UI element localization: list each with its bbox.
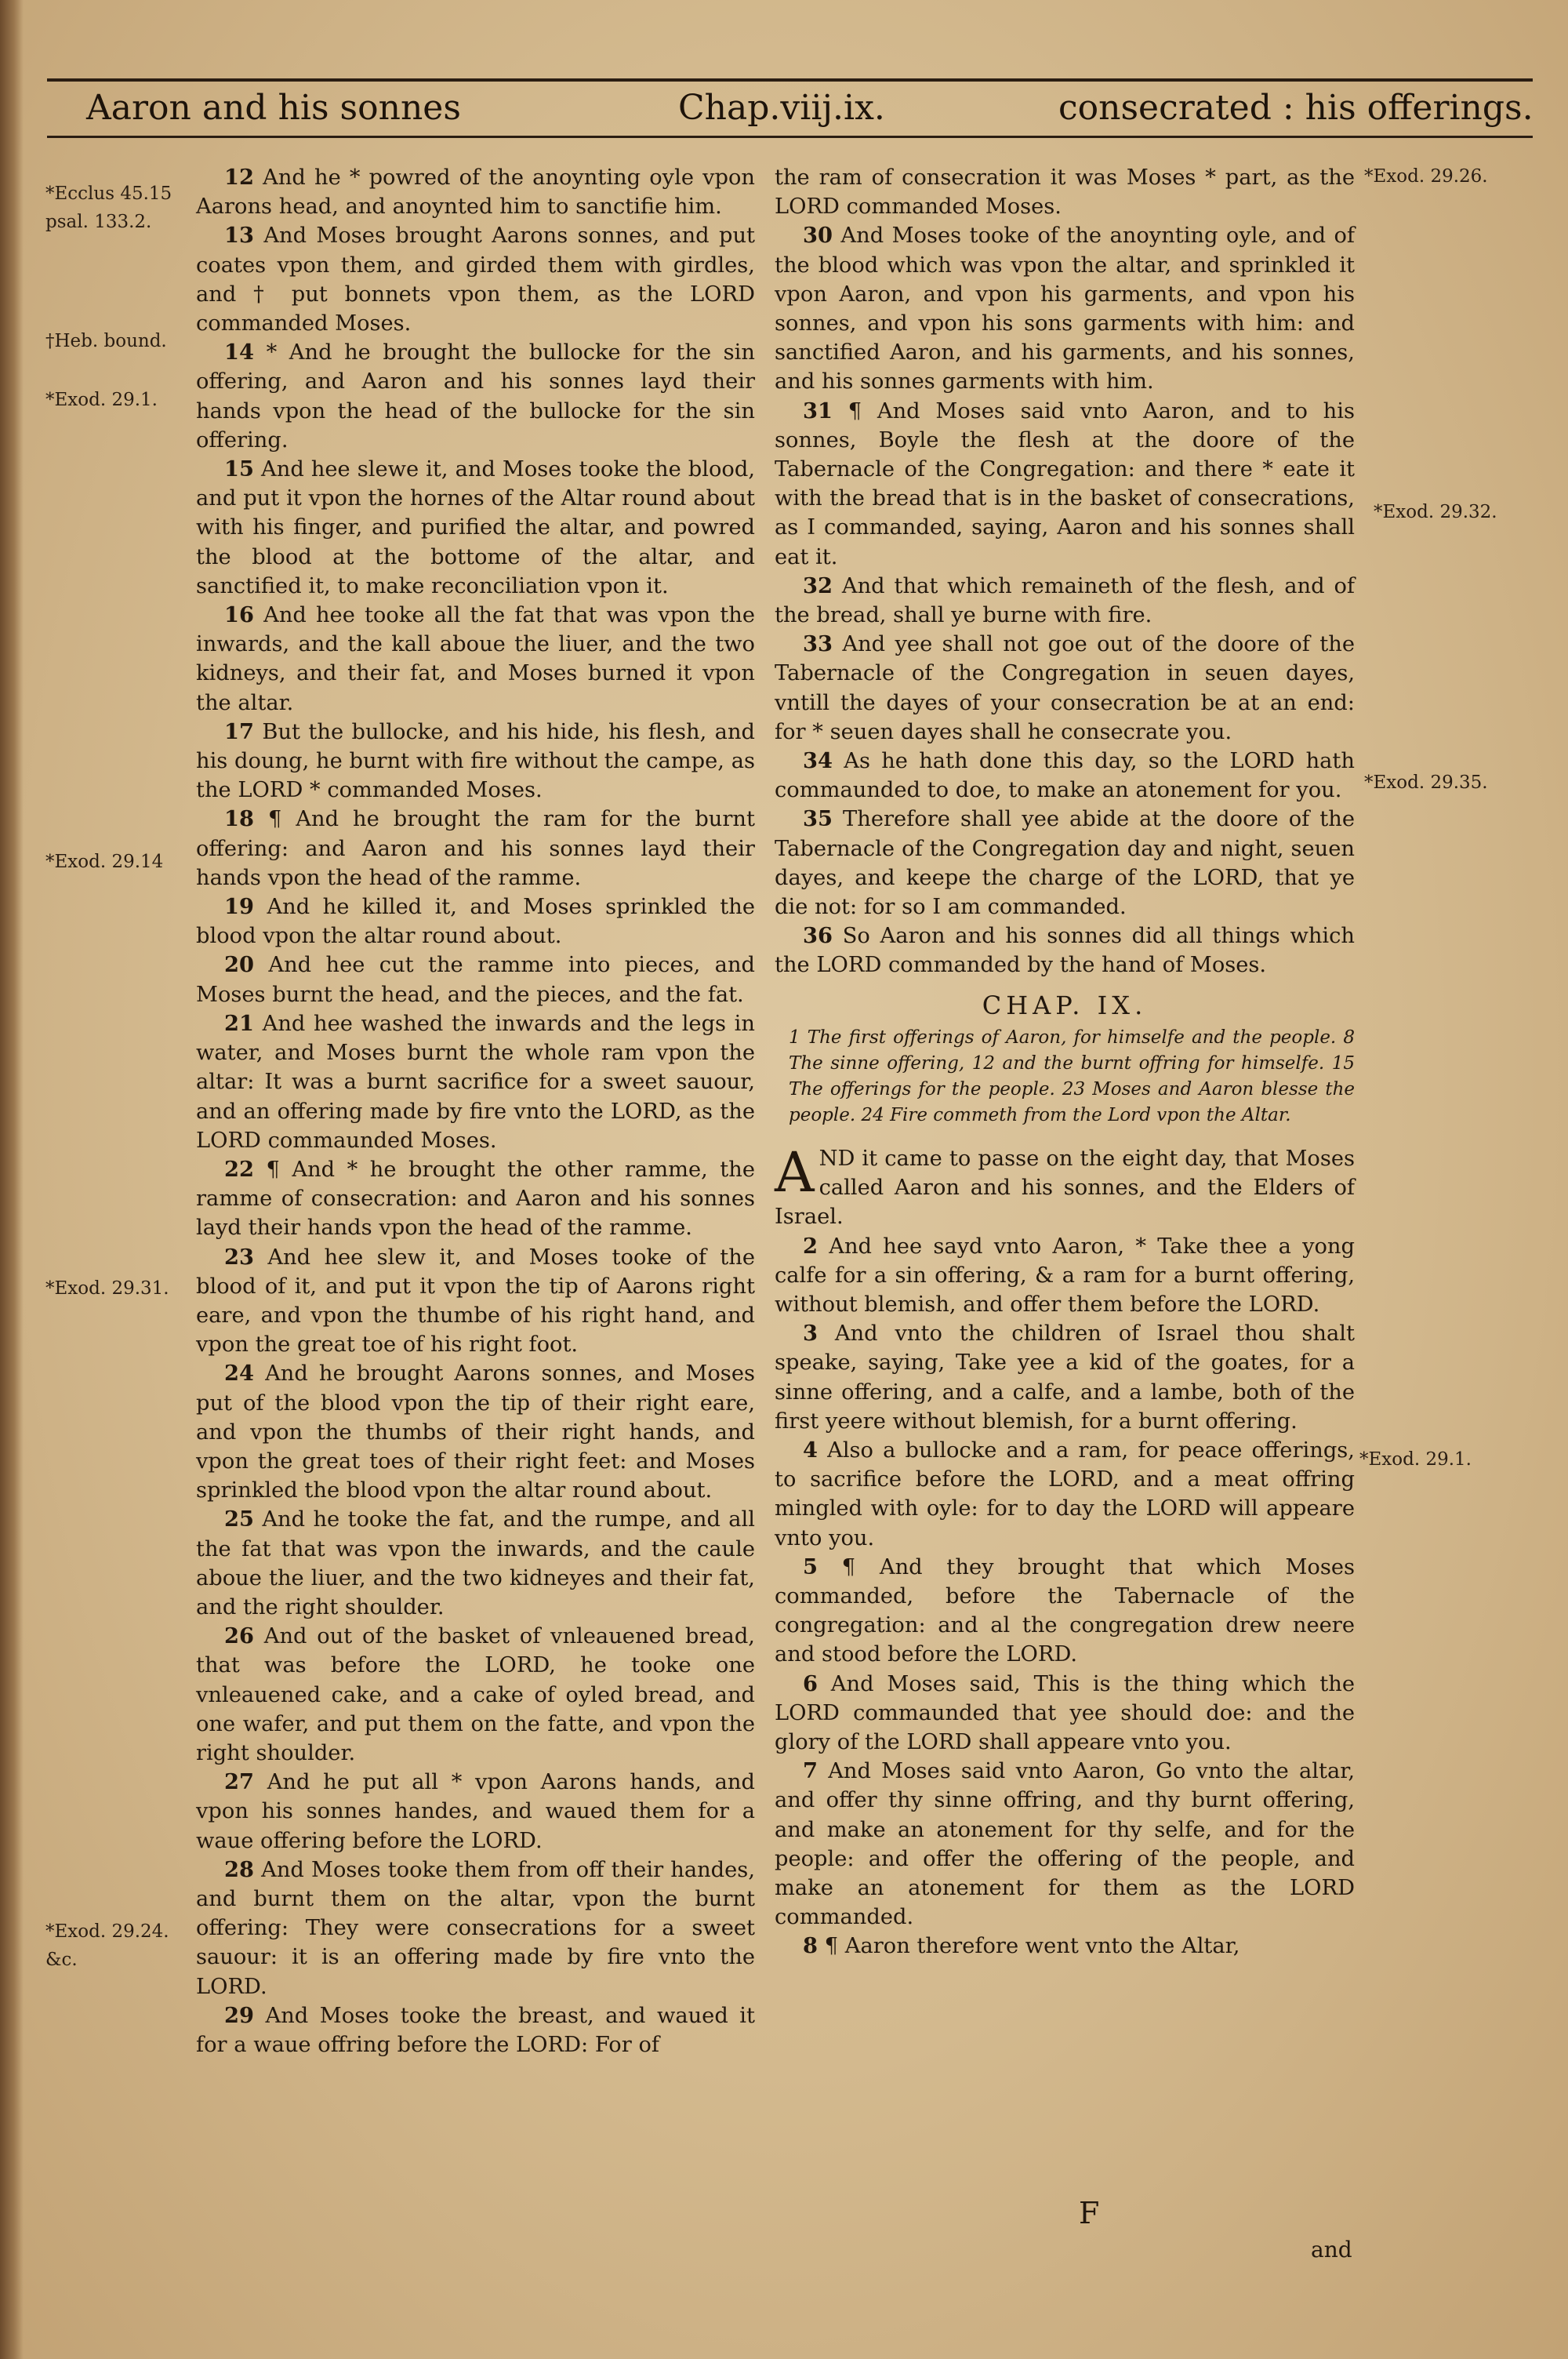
verse: 20 And hee cut the ramme into pieces, and Moses burnt the head, and the pieces, and the fat. [196,952,755,1007]
verse: 4 Also a bullocke and a ram, for peace offerings, to sacrifice before the LORD, and a meat offring mingled with oyle: for to day the LORD will appeare vnto you. [775,1437,1355,1550]
verse: 19 And he killed it, and Moses sprinkled the blood vpon the altar round about. [196,894,755,949]
text-column-left [196,163,755,2059]
margin-note-left: &c. [45,1950,78,1970]
verse: 23 And hee slew it, and Moses tooke of the blood of it, and put it vpon the tip of Aarons right eare, and vpon the thumbe of his right hand, and vpon the great toe of his right foot. [196,1244,755,1358]
margin-note-right: *Exod. 29.26. [1364,166,1488,187]
verse: 13 And Moses brought Aarons sonnes, and put coates vpon them, and girded them with girdles, and † put bonnets vpon them, as the LORD commanded Moses. [196,223,755,336]
verse: 2 And hee sayd vnto Aaron, * Take thee a yong calfe for a sin offering, & a ram for a burnt offering, without blemish, and offer them before the LORD. [775,1233,1355,1317]
text-column-right [775,163,1355,1961]
verse: 36 So Aaron and his sonnes did all things which the LORD commanded by the hand of Moses. [775,923,1355,978]
verse: 3 And vnto the children of Israel thou shalt speake, saying, Take yee a kid of the goates, for a sinne offering, and a calfe, and a lambe, both of the first yeere without blemish, for a burnt offering. [775,1321,1355,1434]
drop-cap: A [775,1140,815,1205]
margin-note-left: *Exod. 29.1. [45,390,158,410]
verse: 8 ¶ Aaron therefore went vnto the Altar, [803,1933,1240,1959]
top-rule [47,78,1533,82]
verse: 21 And hee washed the inwards and the legs in water, and Moses burnt the whole ram vpon the altar: It was a burnt sacrifice for a sweet sauour, and an offering made by fire vnto the LORD, as the LORD commaunded Moses. [196,1010,755,1153]
margin-note-right: *Exod. 29.32. [1374,502,1497,522]
catchword: and [1311,2237,1352,2263]
verse: the ram of consecration it was Moses * part, as the LORD commanded Moses. [775,165,1355,220]
margin-note-right: *Exod. 29.1. [1359,1449,1472,1470]
verse: 32 And that which remaineth of the flesh, and of the bread, shall ye burne with fire. [775,572,1355,628]
verse: 28 And Moses tooke them from off their handes, and burnt them on the altar, vpon the burnt offering: They were consecrations for a sweet sauour: it is an offering made by fire vnto the LORD. [196,1856,755,1999]
margin-note-left: psal. 133.2. [45,212,152,232]
verse: 5 ¶ And they brought that which Moses commanded, before the Tabernacle of the congregation: and al the congregation drew neere and stood before the LORD. [775,1554,1355,1667]
running-head-chapter: Chap.viij.ix. [678,88,885,128]
signature-mark: F [1079,2196,1100,2230]
margin-note-right: *Exod. 29.35. [1364,772,1488,793]
verse: 7 And Moses said vnto Aaron, Go vnto the altar, and offer thy sinne offring, and thy burnt offering, and make an atonement for thy selfe, and for the people: and offer the offering of the people, and make an atonement for them as the LORD commanded. [775,1758,1355,1930]
running-head-left: Aaron and his sonnes [86,88,461,128]
verse: 14 * And he brought the bullocke for the sin offering, and Aaron and his sonnes layd their hands vpon the head of the bullocke for the sin offering. [196,340,755,453]
chapter-heading: CHAP. IX. [982,990,1148,1020]
verse: 25 And he tooke the fat, and the rumpe, and all the fat that was vpon the inwards, and the caule aboue the liuer, and the two kidneyes and their fat, and the right shoulder. [196,1507,755,1619]
verse: 27 And he put all * vpon Aarons hands, and vpon his sonnes handes, and waued them for a waue offering before the LORD. [196,1769,755,1853]
verse: 30 And Moses tooke of the anoynting oyle, and of the blood which was vpon the altar, and sprinkled it vpon Aaron, and vpon his garments, and vpon his sonnes, and vpon his sons garments with him: and sanctified Aaron, and his garments, and his sonnes, and his sonnes garments with him. [775,223,1355,394]
chapter-first-verse: AND it came to passe on the eight day, that Moses called Aaron and his sonnes, and the Elders of Israel. [775,1140,1355,1230]
verse: 16 And hee tooke all the fat that was vpon the inwards, and the kall aboue the liuer, and the two kidneys, and their fat, and Moses burned it vpon the altar. [196,602,755,715]
verse: 15 And hee slewe it, and Moses tooke the blood, and put it vpon the hornes of the Altar round about with his finger, and purified the altar, and powred the blood at the bottome of the altar, and sanctified it, to make reconciliation vpon it. [196,456,755,598]
margin-note-left: †Heb. bound. [45,331,167,351]
margin-note-left: *Ecclus 45.15 [45,184,172,204]
header-rule [47,136,1533,138]
verse: 34 As he hath done this day, so the LORD hath commaunded to doe, to make an atonement for you. [775,748,1355,803]
verse: 29 And Moses tooke the breast, and waued it for a waue offring before the LORD: For of [196,2002,755,2057]
verse: 26 And out of the basket of vnleauened bread, that was before the LORD, he tooke one vnleauened cake, and a cake of oyled bread, and one wafer, and put them on the fatte, and vpon the right shoulder. [196,1623,755,1765]
verse: 6 And Moses said, This is the thing which the LORD commaunded that yee should doe: and the glory of the LORD shall appeare vnto you. [775,1670,1355,1754]
verse: 22 ¶ And * he brought the other ramme, the ramme of consecration: and Aaron and his sonnes layd their hands vpon the head of the ramme. [196,1156,755,1241]
verse: 12 And he * powred of the anoynting oyle vpon Aarons head, and anoynted him to sanctifie him. [196,165,755,220]
verse: 24 And he brought Aarons sonnes, and Moses put of the blood vpon the tip of their right eare, and vpon the thumbs of their right hands, and vpon the great toes of their right feet: and Moses sprinkled the blood vpon the altar round about. [196,1361,755,1503]
margin-note-left: *Exod. 29.24. [45,1921,169,1942]
running-head-right: consecrated : his offerings. [1058,88,1534,128]
verse: 18 ¶ And he brought the ram for the burnt offering: and Aaron and his sonnes layd their hands vpon the head of the ramme. [196,806,755,890]
chapter-summary: 1 The first offerings of Aaron, for himselfe and the people. 8 The sinne offering, 12 and the burnt offring for himselfe. 15 The offerings for the people. 23 Moses and Aaron blesse the people. 24 Fire commeth from the Lord vpon the Altar. [789,1027,1355,1125]
binding-edge [0,0,24,2359]
margin-note-left: *Exod. 29.14 [45,852,164,872]
verse: 31 ¶ And Moses said vnto Aaron, and to his sonnes, Boyle the flesh at the doore of the Tabernacle of the Congregation: and there * eate it with the bread that is in the basket of consecrations, as I commanded, saying, Aaron and his sonnes shall eat it. [775,398,1355,569]
verse: 33 And yee shall not goe out of the doore of the Tabernacle of the Congregation in seuen dayes, vntill the dayes of your consecration be at an end: for * seuen dayes shall he consecrate you. [775,631,1355,744]
verse: 35 Therefore shall yee abide at the doore of the Tabernacle of the Congregation day and night, seuen dayes, and keepe the charge of the LORD, that ye die not: for so I am commanded. [775,806,1355,920]
verse: 17 But the bullocke, and his hide, his flesh, and his doung, he burnt with fire without the campe, as the LORD * commanded Moses. [196,718,756,803]
margin-note-left: *Exod. 29.31. [45,1278,169,1299]
